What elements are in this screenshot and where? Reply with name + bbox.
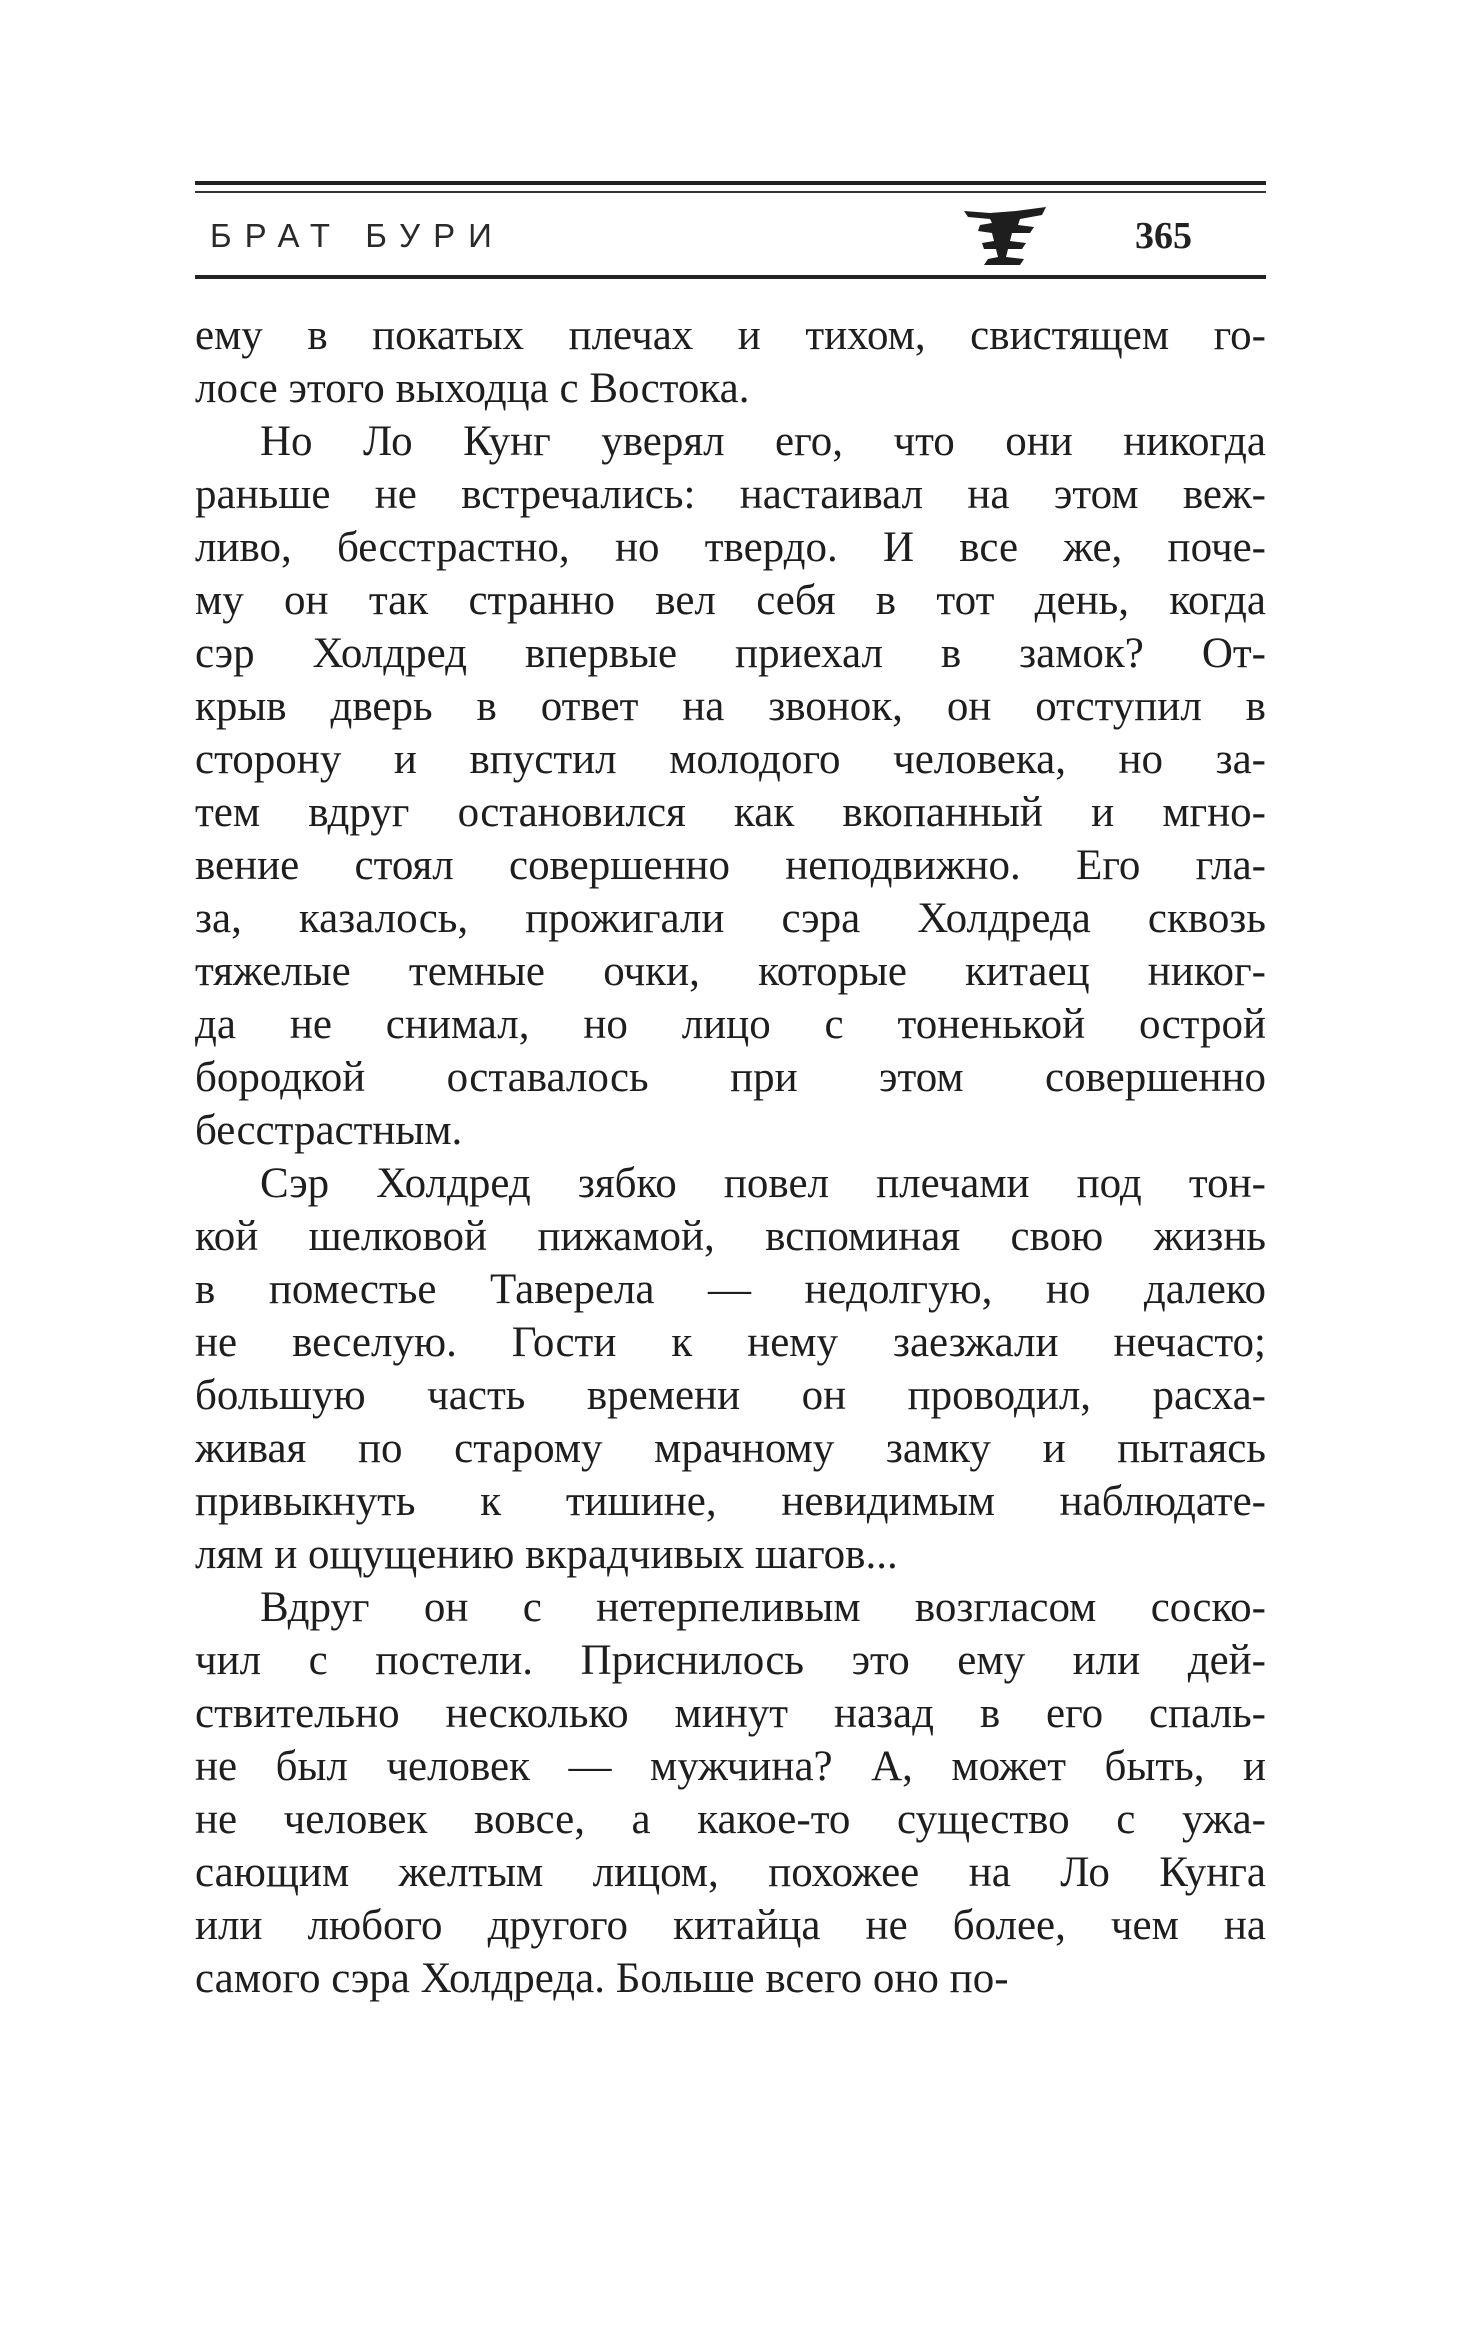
text-line: не был человек — мужчина? А, может быть, и [195, 1743, 1266, 1790]
text-line: не человек вовсе, а какое-то существо с ужа- [195, 1796, 1266, 1843]
text-line: в поместье Таверела — недолгую, но далеко [195, 1266, 1266, 1313]
text-line: ствительно несколько минут назад в его спаль- [195, 1690, 1266, 1737]
anvil-ornament-icon [960, 203, 1050, 269]
text-line: сающим желтым лицом, похожее на Ло Кунга [195, 1849, 1266, 1896]
text-line: ему в покатых плечах и тихом, свистящем го- [195, 312, 1266, 359]
text-line: бородкой оставалось при этом совершенно [195, 1054, 1266, 1101]
text-line: ливо, бесстрастно, но твердо. И все же, поче- [195, 524, 1266, 571]
text-line: Сэр Холдред зябко повел плечами под тон- [260, 1160, 1266, 1207]
page-number: 365 [1135, 215, 1192, 257]
header-rule-top [195, 181, 1266, 185]
text-line: вение стоял совершенно неподвижно. Его гла- [195, 842, 1266, 889]
text-line: тем вдруг остановился как вкопанный и мгно- [195, 789, 1266, 836]
text-line: самого сэра Холдреда. Больше всего оно по- [195, 1955, 1009, 2002]
text-line: тяжелые темные очки, которые китаец никог- [195, 948, 1266, 995]
text-line: раньше не встречались: настаивал на этом веж- [195, 471, 1266, 518]
text-line: за, казалось, прожигали сэра Холдреда сквозь [195, 895, 1266, 942]
text-line: чил с постели. Приснилось это ему или дей- [195, 1637, 1266, 1684]
text-line: сэр Холдред впервые приехал в замок? От- [195, 630, 1266, 677]
text-line: привыкнуть к тишине, невидимым наблюдате- [195, 1478, 1266, 1525]
text-line: большую часть времени он проводил, расха- [195, 1372, 1266, 1419]
header-rule-bottom [195, 275, 1266, 279]
text-line: лям и ощущению вкрадчивых шагов... [195, 1531, 898, 1578]
text-line: да не снимал, но лицо с тоненькой острой [195, 1001, 1266, 1048]
text-line: Вдруг он с нетерпеливым возгласом соско- [260, 1584, 1266, 1631]
text-line: не веселую. Гости к нему заезжали нечасто; [195, 1319, 1266, 1366]
text-line: му он так странно вел себя в тот день, когда [195, 577, 1266, 624]
text-line: сторону и впустил молодого человека, но за- [195, 736, 1266, 783]
text-line: Но Ло Кунг уверял его, что они никогда [260, 418, 1266, 465]
text-line: живая по старому мрачному замку и пытаясь [195, 1425, 1266, 1472]
text-line: бесстрастным. [195, 1107, 463, 1154]
text-line: крыв дверь в ответ на звонок, он отступил в [195, 683, 1266, 730]
text-line: или любого другого китайца не более, чем на [195, 1902, 1266, 1949]
running-title: БРАТ БУРИ [210, 217, 505, 254]
header-rule-top-thin [195, 191, 1266, 193]
text-line: лосе этого выходца с Востока. [195, 365, 750, 412]
body-text [195, 309, 1266, 2005]
text-line: кой шелковой пижамой, вспоминая свою жизнь [195, 1213, 1266, 1260]
